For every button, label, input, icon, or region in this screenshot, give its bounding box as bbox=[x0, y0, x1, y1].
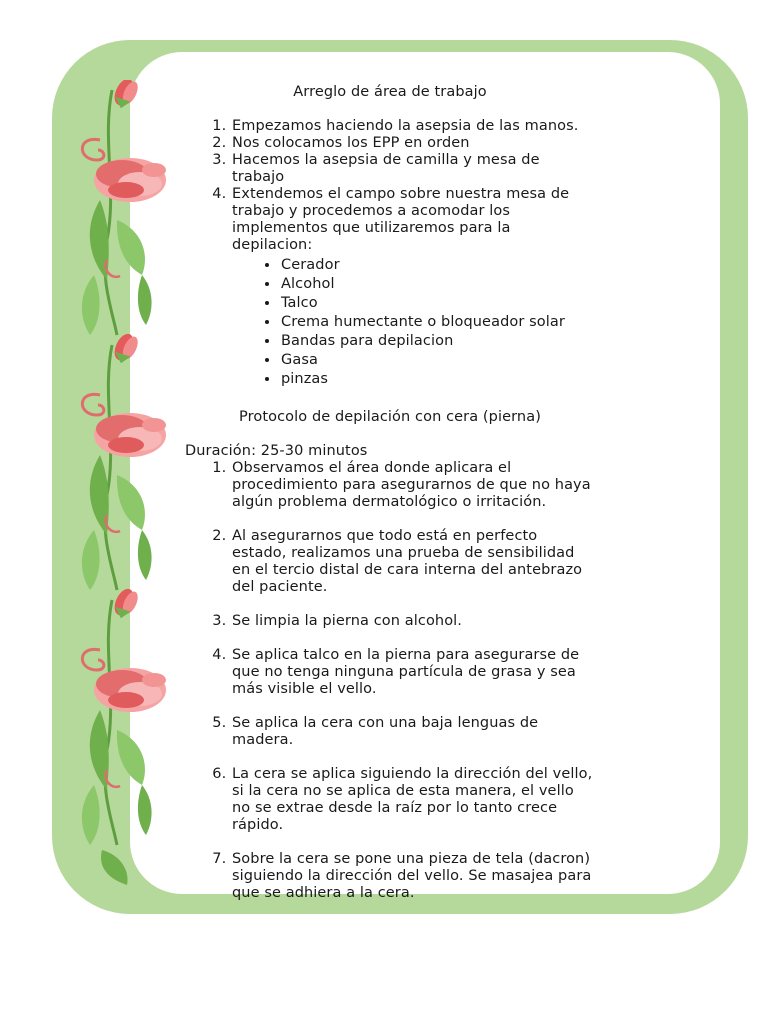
list-item: 3. Se limpia la pierna con alcohol. bbox=[231, 613, 595, 630]
list-item: • Gasa bbox=[280, 351, 595, 370]
list-item: • Talco bbox=[280, 294, 595, 313]
list-item: • Cerador bbox=[280, 256, 595, 275]
list-item-text: Extendemos el campo sobre nuestra mesa de trabajo y procedemos a acomodar los implementos que utilizaremos para la depilacion: bbox=[232, 186, 570, 253]
list-item: 5. Se aplica la cera con una baja lenguas de madera. bbox=[231, 715, 595, 749]
document-body bbox=[185, 84, 595, 902]
list-item bbox=[231, 186, 595, 389]
list-item: 6. La cera se aplica siguiendo la dirección del vello, si la cera no se aplica de esta manera, el vello no se extrae desde la raíz por lo tanto crece rápido. bbox=[231, 766, 595, 834]
list-item: • Alcohol bbox=[280, 275, 595, 294]
list-item: 3. Hacemos la asepsia de camilla y mesa de trabajo bbox=[231, 152, 595, 186]
list-item: 2. Nos colocamos los EPP en orden bbox=[231, 135, 595, 152]
implements-list bbox=[232, 256, 595, 389]
protocol-steps bbox=[185, 460, 595, 902]
list-item: 2. Al asegurarnos que todo está en perfecto estado, realizamos una prueba de sensibilidad en el tercio distal de cara interna del antebrazo del paciente. bbox=[231, 528, 595, 596]
section-title-work-area: Arreglo de área de trabajo bbox=[293, 84, 487, 100]
list-item: 4. Se aplica talco en la pierna para asegurarse de que no tenga ninguna partícula de grasa y sea más visible el vello. bbox=[231, 647, 595, 698]
duration-text: Duración: 25-30 minutos bbox=[185, 443, 368, 459]
list-item: • pinzas bbox=[280, 370, 595, 389]
list-item: • Bandas para depilacion bbox=[280, 332, 595, 351]
floral-vine-decoration bbox=[72, 80, 182, 900]
section-title-protocol: Protocolo de depilación con cera (pierna) bbox=[239, 409, 541, 425]
list-item: 7. Sobre la cera se pone una pieza de tela (dacron) siguiendo la dirección del vello. Se masajea para que se adhiera a la cera. bbox=[231, 851, 595, 902]
list-item: 1. Empezamos haciendo la asepsia de las manos. bbox=[231, 118, 595, 135]
list-item: • Crema humectante o bloqueador solar bbox=[280, 313, 595, 332]
list-item: 1. Observamos el área donde aplicara el procedimiento para asegurarnos de que no haya algún problema dermatológico o irritación. bbox=[231, 460, 595, 511]
work-area-steps bbox=[185, 118, 595, 389]
